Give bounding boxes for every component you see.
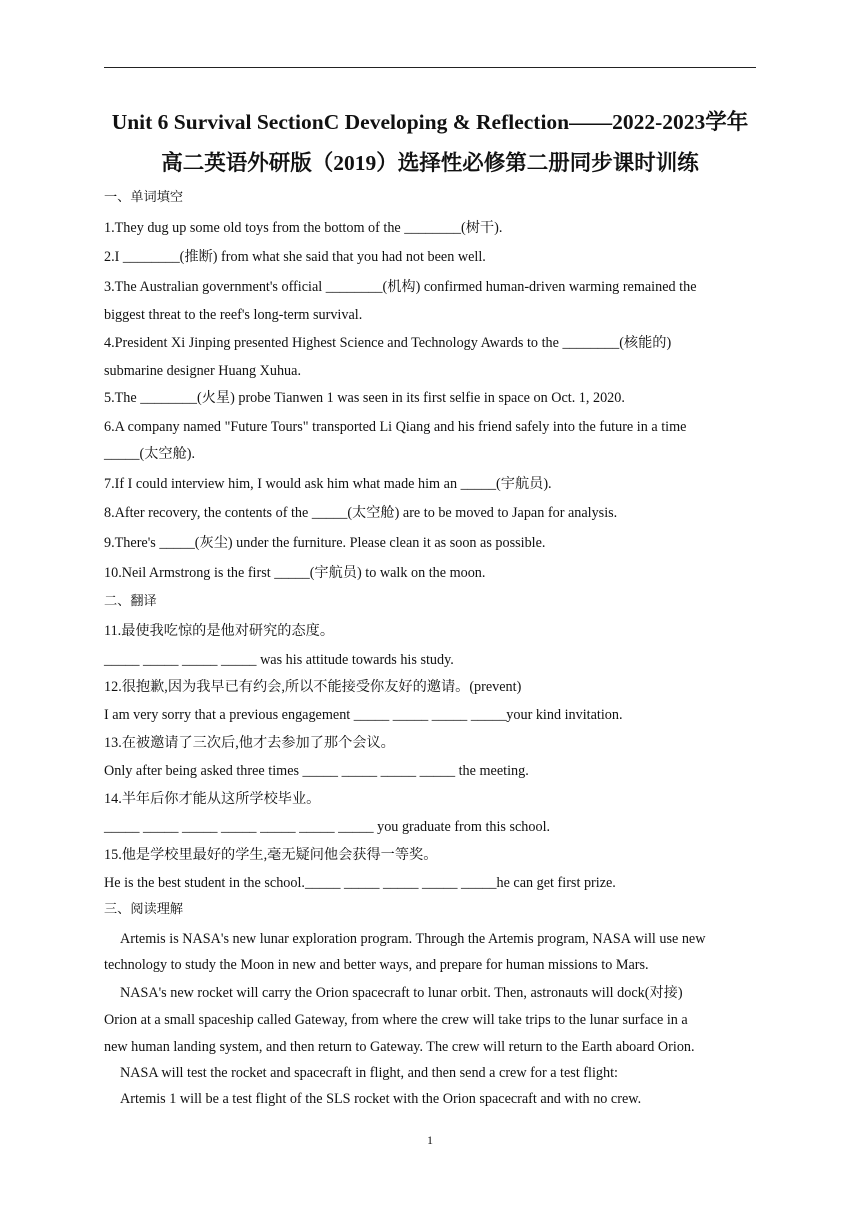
- question-14-answer: _____ _____ _____ _____ _____ _____ _____ you graduate from this school.: [104, 819, 551, 835]
- question-13-answer: Only after being asked three times _____ _____ _____ _____ the meeting.: [104, 763, 529, 779]
- question-11-answer: _____ _____ _____ _____ was his attitude towards his study.: [104, 652, 454, 668]
- question-5: 5.The ________(火星) probe Tianwen 1 was seen in its first selfie in space on Oct. 1, 2020.: [104, 390, 625, 406]
- question-10: 10.Neil Armstrong is the first _____(宇航员) to walk on the moon.: [104, 565, 486, 581]
- question-12-answer: I am very sorry that a previous engagement _____ _____ _____ _____your kind invitation.: [104, 707, 623, 723]
- question-3-cont: biggest threat to the reef's long-term survival.: [104, 307, 363, 323]
- question-3: 3.The Australian government's official ________(机构) confirmed human-driven warming remained the: [104, 279, 697, 295]
- reading-paragraph-1: Artemis is NASA's new lunar exploration program. Through the Artemis program, NASA will use new: [120, 931, 706, 947]
- reading-paragraph-1-cont: technology to study the Moon in new and better ways, and prepare for human missions to Mars.: [104, 957, 649, 973]
- question-6: 6.A company named "Future Tours" transported Li Qiang and his friend safely into the future in a time: [104, 419, 687, 435]
- question-13-prompt: 13.在被邀请了三次后,他才去参加了那个会议。: [104, 735, 395, 751]
- page-number: 1: [427, 1133, 433, 1147]
- section-heading-vocabulary: 一、单词填空: [104, 190, 184, 205]
- question-2: 2.I ________(推断) from what she said that you had not been well.: [104, 249, 486, 265]
- question-14-prompt: 14.半年后你才能从这所学校毕业。: [104, 791, 321, 807]
- question-1: 1.They dug up some old toys from the bottom of the ________(树干).: [104, 220, 503, 236]
- question-15-answer: He is the best student in the school._____ _____ _____ _____ _____he can get first prize.: [104, 875, 616, 891]
- question-4: 4.President Xi Jinping presented Highest Science and Technology Awards to the ________(核能的): [104, 335, 672, 351]
- section-heading-reading: 三、阅读理解: [104, 902, 184, 917]
- reading-paragraph-3: NASA will test the rocket and spacecraft in flight, and then send a crew for a test flight:: [120, 1065, 618, 1081]
- reading-paragraph-4: Artemis 1 will be a test flight of the SLS rocket with the Orion spacecraft and with no crew.: [120, 1091, 642, 1107]
- reading-paragraph-2-cont-1: Orion at a small spaceship called Gateway, from where the crew will take trips to the lunar surface in a: [104, 1012, 688, 1028]
- question-15-prompt: 15.他是学校里最好的学生,毫无疑问他会获得一等奖。: [104, 847, 438, 863]
- reading-paragraph-2: NASA's new rocket will carry the Orion spacecraft to lunar orbit. Then, astronauts will dock(对接): [120, 985, 683, 1001]
- question-9: 9.There's _____(灰尘) under the furniture. Please clean it as soon as possible.: [104, 535, 546, 551]
- question-7: 7.If I could interview him, I would ask him what made him an _____(宇航员).: [104, 476, 552, 492]
- question-6-cont: _____(太空舱).: [104, 446, 196, 462]
- title-line-1: Unit 6 Survival SectionC Developing & Reflection——2022-2023学年: [111, 110, 749, 134]
- title-line-2: 高二英语外研版（2019）选择性必修第二册同步课时训练: [161, 151, 699, 175]
- question-11-prompt: 11.最使我吃惊的是他对研究的态度。: [104, 623, 335, 639]
- question-12-prompt: 12.很抱歉,因为我早已有约会,所以不能接受你友好的邀请。(prevent): [104, 679, 522, 695]
- question-8: 8.After recovery, the contents of the _____(太空舱) are to be moved to Japan for analysis.: [104, 505, 618, 521]
- header-rule: [104, 67, 756, 68]
- section-heading-translation: 二、翻译: [104, 594, 157, 609]
- reading-paragraph-2-cont-2: new human landing system, and then return to Gateway. The crew will return to the Earth aboard Orion.: [104, 1039, 695, 1055]
- question-4-cont: submarine designer Huang Xuhua.: [104, 363, 301, 379]
